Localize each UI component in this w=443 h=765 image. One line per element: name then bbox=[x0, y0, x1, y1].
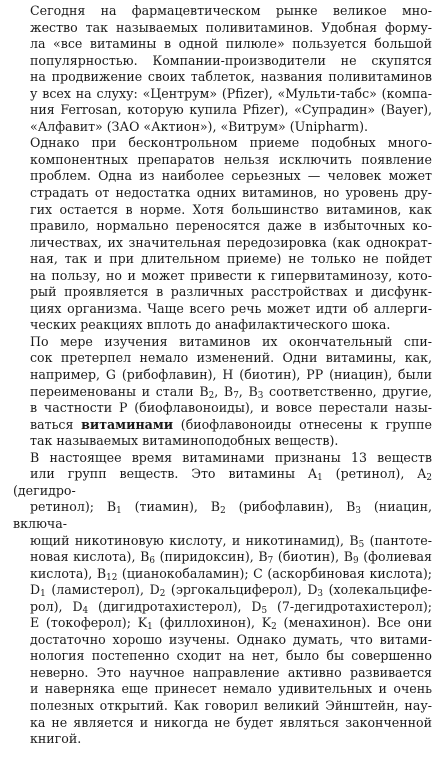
paragraph-1 bbox=[13, 3, 432, 135]
text-line: ческих реакциях вплоть до анафилактического шока. bbox=[30, 317, 391, 333]
text-run: (дегидро- bbox=[13, 482, 76, 498]
text-run: (пантоте- bbox=[364, 532, 433, 548]
text-run: новая кислота), B bbox=[30, 549, 150, 565]
text-line: и наверняка еще принесет немало удивительных и очень bbox=[30, 681, 432, 697]
text-run: (менахинон). Все они bbox=[276, 615, 432, 631]
subscript: 2 bbox=[271, 622, 277, 633]
text-run: (биофлавоноиды отнесены к группе bbox=[173, 416, 432, 432]
text-line: ния Ferrosan, которую купила Pfizer), «Супрадин» (Bayer), bbox=[30, 102, 432, 118]
text-line: ная, так и при длительном приеме) не только не пойдет bbox=[30, 251, 432, 267]
text-line: По мере изучения витаминов их окончательный спи- bbox=[30, 333, 432, 349]
subscript: 1 bbox=[147, 622, 153, 633]
text-line bbox=[13, 533, 432, 550]
text-line: «Алфавит» (ЗАО «Актион»), «Витрум» (Unipharm). bbox=[30, 118, 368, 134]
subscript: 1 bbox=[317, 473, 323, 484]
text-line bbox=[13, 582, 432, 599]
text-run: соответственно, другие, bbox=[263, 383, 433, 399]
text-run: ваться bbox=[30, 416, 82, 432]
subscript: 9 bbox=[352, 556, 359, 567]
text-line: В настоящее время витаминами признаны 13 веществ bbox=[30, 449, 432, 465]
text-run: ретинол); B bbox=[30, 499, 117, 515]
text-run: (эргокальциферол), D bbox=[165, 582, 318, 598]
subscript: 5 bbox=[358, 539, 365, 550]
text-run: (филлохинон), K bbox=[152, 615, 272, 631]
text-line: на продвижение своих таблеток, названия поливитаминов bbox=[30, 69, 432, 85]
text-line: на пользу, но и может привести к гипервитаминозу, кото- bbox=[30, 267, 432, 283]
paragraph-4 bbox=[13, 450, 432, 748]
subscript: 3 bbox=[257, 390, 264, 401]
text-line: книгой. bbox=[30, 731, 82, 747]
text-line bbox=[13, 499, 432, 532]
text-run: (холекальцифе- bbox=[323, 582, 432, 598]
text-line: достаточно хорошо изучены. Однако думать, что витами- bbox=[30, 631, 432, 647]
subscript: 2 bbox=[159, 589, 166, 600]
text-run: , B bbox=[238, 383, 258, 399]
text-line: популярностью. Компании-производители не скупятся bbox=[30, 52, 432, 68]
text-line bbox=[13, 466, 432, 499]
text-line: полезных открытий. Как говорил великий Эйнштейн, нау- bbox=[30, 697, 432, 713]
text-line: в частности P (биофлавоноиды), и вовсе перестали назы- bbox=[30, 400, 432, 416]
text-line bbox=[13, 599, 432, 616]
text-line: проблем. Одна из наиболее серьезных — человек может bbox=[30, 168, 432, 184]
text-run: ющий никотиновую кислоту, и никотинамид), B bbox=[30, 532, 359, 548]
subscript: 3 bbox=[355, 506, 362, 517]
text-run: (7-дегидротахистерол); bbox=[267, 598, 432, 614]
text-run: (ниацин, включа- bbox=[13, 499, 432, 531]
text-line: нология постепенно сходит на нет, было бы совершенно bbox=[30, 648, 432, 664]
subscript: 7 bbox=[267, 556, 274, 567]
text-run: (дигидротахистерол), D bbox=[88, 598, 262, 614]
text-run: кислота), B bbox=[30, 565, 107, 581]
text-line bbox=[13, 549, 432, 566]
text-run: (тиамин), B bbox=[121, 499, 221, 515]
subscript: 5 bbox=[261, 605, 268, 616]
text-line bbox=[13, 615, 432, 632]
text-run: (ретинол), A bbox=[322, 466, 427, 482]
subscript: 1 bbox=[116, 506, 122, 517]
text-line: страдать от недостатка одних витаминов, но уровень дру- bbox=[30, 185, 432, 201]
text-line: компонентных препаратов нельзя исключить появление bbox=[30, 151, 432, 167]
text-line: рый проявляется в различных расстройствах и дисфунк- bbox=[30, 284, 432, 300]
text-line bbox=[13, 417, 432, 434]
text-line: сок претерпел немало изменений. Одни витамины, как, bbox=[30, 350, 432, 366]
text-line: у всех на слуху: «Центрум» (Pfizer), «Мульти-табс» (компа- bbox=[30, 85, 432, 101]
text-line bbox=[13, 384, 432, 401]
text-line: Сегодня на фармацевтическом рынке великое мно- bbox=[30, 3, 432, 18]
text-line: Однако при бесконтрольном приеме подобных много- bbox=[30, 135, 432, 151]
subscript: 2 bbox=[220, 506, 226, 517]
text-run: или групп веществ. Это витамины A bbox=[30, 466, 318, 482]
text-run: (пиридоксин), B bbox=[154, 549, 268, 565]
text-run: (ламистерол), D bbox=[45, 582, 160, 598]
text-line: циях организма. Чаще всего речь может идти об аллерги- bbox=[30, 300, 432, 316]
text-run: переименованы и стали B bbox=[30, 383, 209, 399]
text-line: неверно. Это научное направление активно развивается bbox=[30, 664, 432, 680]
text-line: гих остается в норме. Хотя большинство витаминов, как bbox=[30, 201, 432, 217]
subscript: 1 bbox=[40, 589, 46, 600]
subscript: 2 bbox=[208, 390, 215, 401]
subscript: 7 bbox=[233, 390, 239, 401]
text-run: (фолиевая bbox=[358, 549, 432, 565]
emphasis-term: витаминами bbox=[81, 416, 174, 432]
text-run: рол), D bbox=[30, 598, 83, 614]
subscript: 2 bbox=[426, 473, 432, 484]
text-run: (рибофлавин), B bbox=[225, 499, 356, 515]
text-line: например, G (рибофлавин), H (биотин), PP (ниацин), были bbox=[30, 367, 432, 383]
text-line: правило, нормально переносятся даже в избыточных ко- bbox=[30, 218, 432, 234]
text-run: (биотин), B bbox=[273, 549, 353, 565]
subscript: 3 bbox=[317, 589, 324, 600]
text-line: ка не является и никогда не будет являться законченной bbox=[30, 714, 432, 730]
text-line: жество так называемых поливитаминов. Удобная форму- bbox=[30, 19, 432, 35]
subscript: 12 bbox=[106, 572, 118, 583]
text-run: (цианокобаламин); C (аскорбиновая кислота); bbox=[117, 565, 432, 581]
subscript: 4 bbox=[82, 605, 89, 616]
text-run: D bbox=[30, 582, 41, 598]
text-line: так называемых витаминоподобных веществ). bbox=[30, 433, 339, 449]
text-run: , B bbox=[214, 383, 234, 399]
text-run: E (токоферол); K bbox=[30, 615, 148, 631]
text-line bbox=[13, 566, 432, 583]
paragraph-2 bbox=[13, 135, 432, 334]
paragraph-3 bbox=[13, 334, 432, 450]
text-line: ла «все витамины в одной пилюле» пользуется большой bbox=[30, 36, 432, 52]
subscript: 6 bbox=[149, 556, 155, 567]
text-line: личествах, их значительная передозировка (как однократ- bbox=[30, 234, 432, 250]
